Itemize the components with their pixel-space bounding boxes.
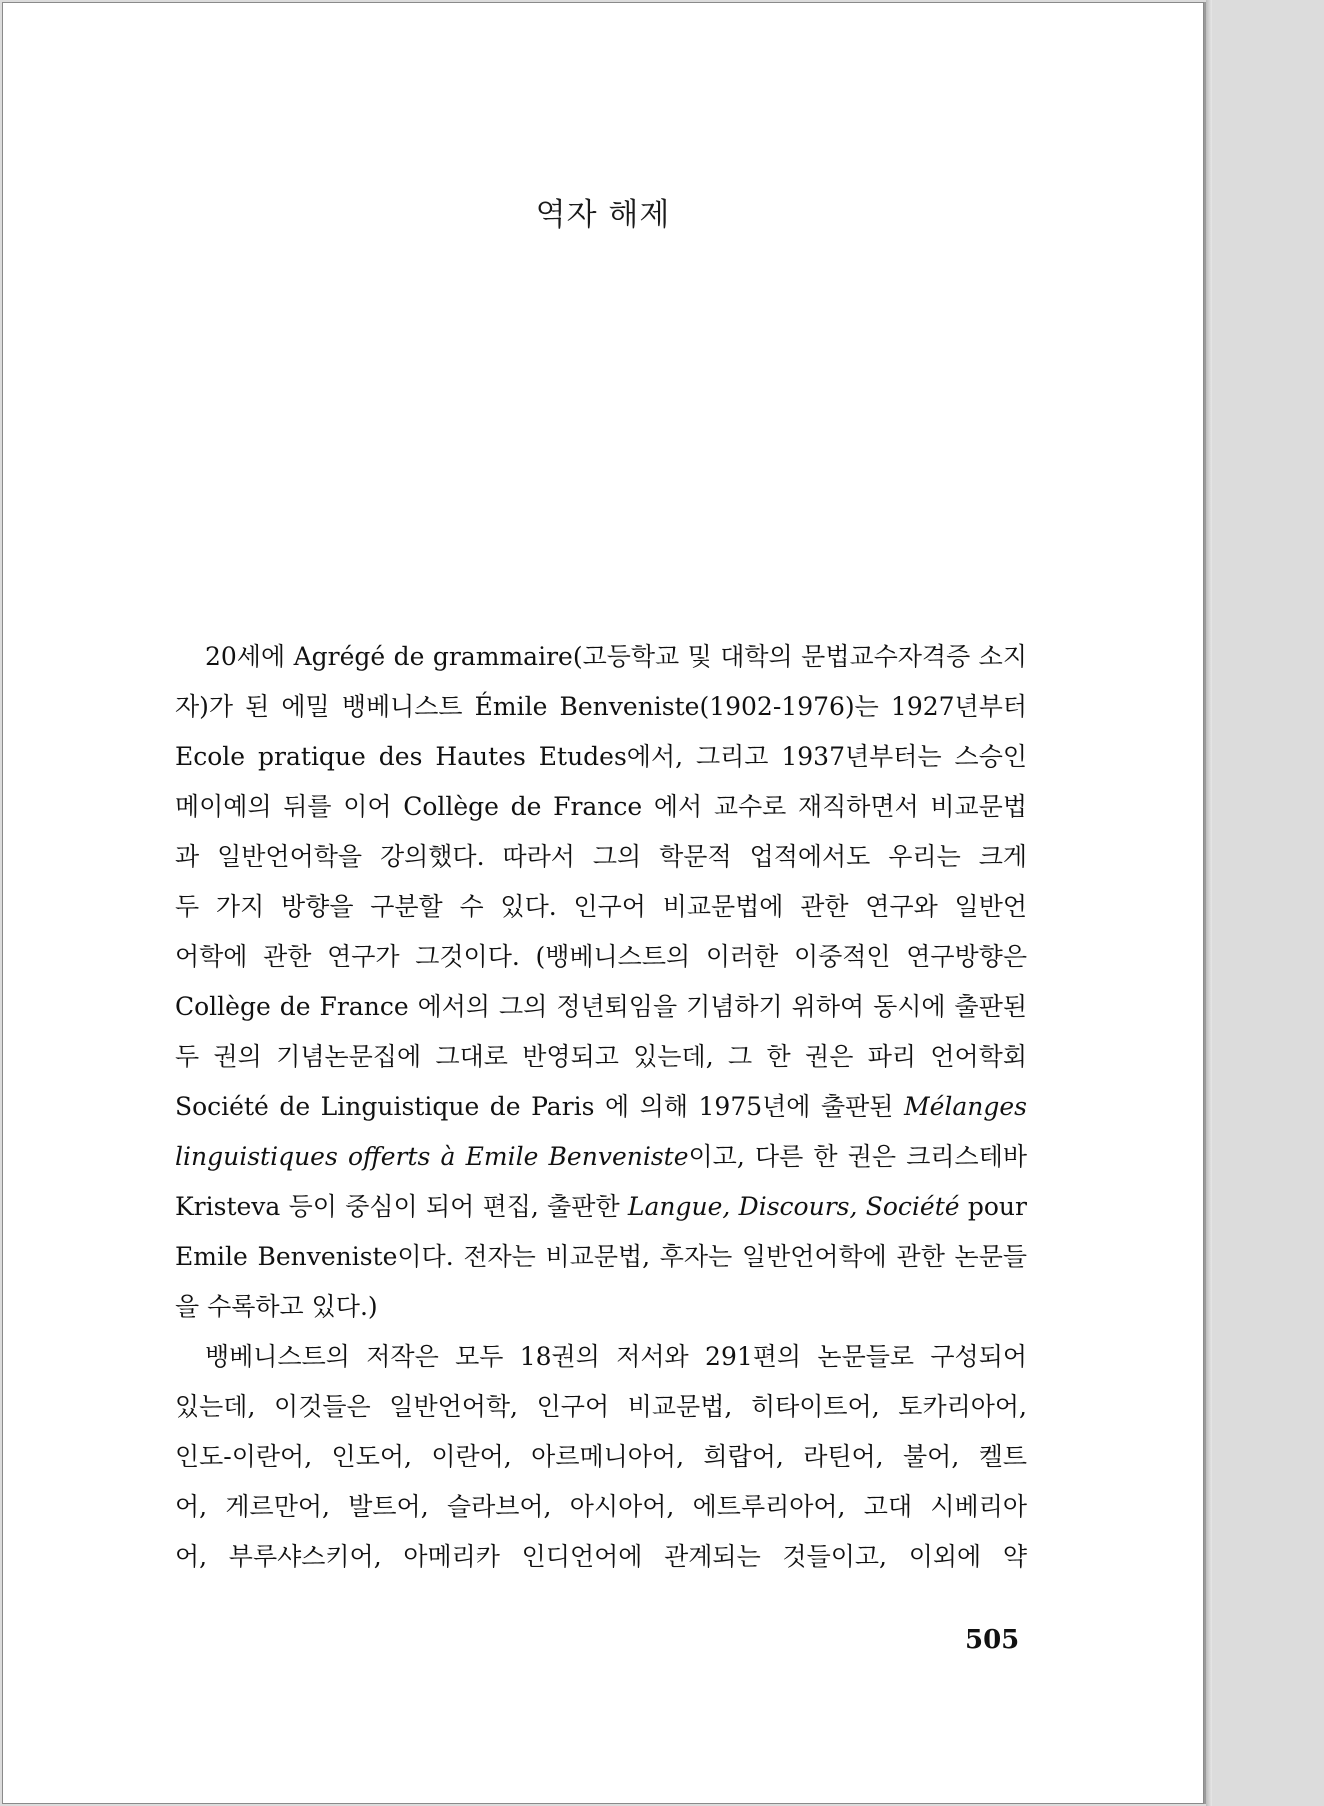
text-span: pour — [959, 1192, 1027, 1221]
text-line: Emile Benveniste이다. 전자는 비교문법, 후자는 일반언어학에 관한 논문들 — [175, 1242, 1027, 1271]
text-line: 자)가 된 에밀 뱅베니스트 Émile Benveniste(1902-1976)는 1927년부터 — [175, 692, 1027, 721]
text-line — [175, 1082, 1027, 1132]
page-edge-shadow — [1206, 0, 1212, 1806]
book-title-italic: linguistiques offerts à Emile Benveniste — [175, 1142, 689, 1171]
page-number: 505 — [965, 1625, 1020, 1655]
text-line: 어학에 관한 연구가 그것이다. (뱅베니스트의 이러한 이중적인 연구방향은 — [175, 942, 1027, 971]
page-title: 역자 해제 — [535, 197, 671, 233]
text-line: 어, 부루샤스키어, 아메리카 인디언어에 관계되는 것들이고, 이외에 약 — [175, 1542, 1027, 1571]
book-title-italic: Langue, Discours, Société — [627, 1192, 960, 1221]
book-page — [2, 2, 1204, 1804]
body-text — [175, 632, 1027, 1582]
text-line: 메이예의 뒤를 이어 Collège de France 에서 교수로 재직하면서 비교문법 — [175, 792, 1027, 821]
text-line — [175, 1132, 1027, 1182]
text-line: 어, 게르만어, 발트어, 슬라브어, 아시아어, 에트루리아어, 고대 시베리아 — [175, 1492, 1027, 1521]
text-line: 과 일반언어학을 강의했다. 따라서 그의 학문적 업적에서도 우리는 크게 — [175, 842, 1027, 871]
text-span: Kristeva 등이 중심이 되어 편집, 출판한 — [175, 1192, 628, 1221]
text-line: 20세에 Agrégé de grammaire(고등학교 및 대학의 문법교수자격증 소지 — [205, 642, 1027, 671]
text-line: Ecole pratique des Hautes Etudes에서, 그리고 1937년부터는 스승인 — [175, 742, 1027, 771]
text-line: 있는데, 이것들은 일반언어학, 인구어 비교문법, 히타이트어, 토카리아어, — [175, 1392, 1027, 1421]
text-line — [175, 1182, 1027, 1232]
text-line: 두 권의 기념논문집에 그대로 반영되고 있는데, 그 한 권은 파리 언어학회 — [175, 1042, 1027, 1071]
text-span: 이고, 다른 한 권은 크리스테바 — [688, 1142, 1027, 1171]
text-span: Société de Linguistique de Paris 에 의해 1975년에 출판된 — [175, 1092, 904, 1121]
text-line: 두 가지 방향을 구분할 수 있다. 인구어 비교문법에 관한 연구와 일반언 — [175, 892, 1027, 921]
book-title-italic: Mélanges — [903, 1092, 1027, 1121]
text-line: Collège de France 에서의 그의 정년퇴임을 기념하기 위하여 동시에 출판된 — [175, 992, 1027, 1021]
text-line: 인도-이란어, 인도어, 이란어, 아르메니아어, 희랍어, 라틴어, 불어, 켈트 — [175, 1442, 1027, 1471]
text-line: 을 수록하고 있다.) — [175, 1292, 378, 1321]
text-line: 뱅베니스트의 저작은 모두 18권의 저서와 291편의 논문들로 구성되어 — [205, 1342, 1027, 1371]
